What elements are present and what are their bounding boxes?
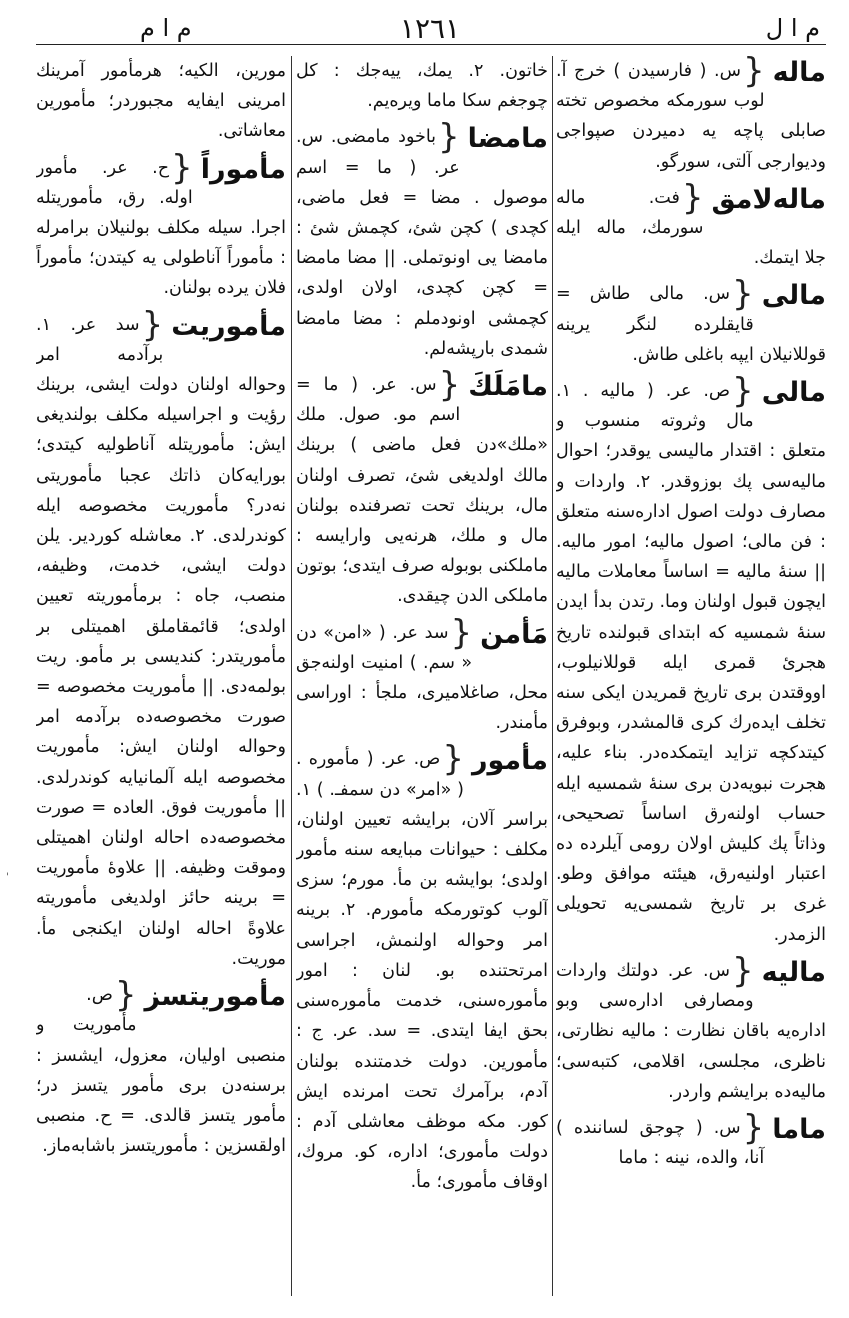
dictionary-entry (296, 117, 548, 364)
entry-definition: سد عر. ( «امن» دن « سم. ) امنيت اولنه‌جق محل، صاغلاميرى، ملجأ : اوراسى مأمندر. (296, 622, 548, 734)
entry-definition: خاتون. ٢. يمك، ييه‌جك : كل چوجغم سكا ماما ويره‌يم. (296, 61, 548, 112)
brace-mark: { (732, 371, 754, 412)
dictionary-entry (556, 56, 826, 177)
brace-mark: { (742, 56, 765, 91)
column-divider (552, 56, 553, 1296)
entry-headword: مأموراً (200, 153, 286, 185)
dictionary-entry-continued (296, 56, 548, 116)
header-rule (36, 44, 826, 45)
brace-mark: { (731, 950, 754, 991)
dictionary-entry (556, 274, 826, 370)
column-divider (291, 56, 292, 1296)
margin-mark: ' (6, 872, 9, 883)
entry-headword: مأمور (471, 745, 548, 777)
dictionary-entry (296, 612, 548, 739)
entry-definition: س. ( فارسيدن ) خرج آ. لوب سورمكه مخصوص تخته صابلى پاچه يه دميردن صپواجى وديوارجى آلتى، سورگو. (556, 61, 826, 172)
brace-mark: { (438, 365, 461, 406)
brace-mark: { (171, 147, 193, 188)
entry-headword: مأموريت (171, 310, 286, 342)
page-number: ١٢٦١ (399, 12, 461, 45)
entry-headword: ماما (772, 1113, 826, 1145)
entry-headword: ماله‌لامق (711, 183, 826, 215)
header-guide-left: م ا م (140, 14, 192, 42)
brace-mark: { (442, 739, 464, 780)
entry-headword: مَأمن (480, 618, 548, 650)
entry-definition: س. ( چوجق لسانندە ) آنا، والده، نينه : ماما (556, 1117, 765, 1169)
entry-definition: ص. عر. ( ماليه . ١. مال وثروته منسوب و متعلق : اقتدار ماليسى يوقدر؛ احوال ماليه‌سى پك بوزوقدر. ٢. واردات و مصارف دولت اصول اداره‌سنه متعلق : فن مالى؛ اصول ماليه؛ امور ماليه. || سنهٔ ماليه = اساساً معاملات ماليه ايچون قبول اولنان وما. رتدن بدأ ايدن سنهٔ شمسيه كه ابتداى قبولنده تاريخ هجرئ قمرى ايله قوللانيلوب، اووقتدن برى تاريخ قمريدن ايكى سنه تخلف ايده‌رك كرى قالمشدر، وبوفرق كيتدكچه تزايد ايتمكده‌در. بناء عليه، هجرت نبويه‌دن برى سنهٔ شمسيه ايله حساب اولنه‌رق اساساً تصحيحى، وذاتاً پك كليش اولان رومى آيلرده ده اعتبار اولنيه‌رق، هيئته موافق وطو. غرى بر تاريخ شمسى‌يه تحويلى الزمدر. (556, 381, 826, 945)
entry-headword: مأموريتسز (144, 981, 286, 1013)
entry-definition: مورين، الكيه؛ هرمأمور آمرينك امرينى ايفايه مجبوردر؛ مأمورين معاشاتى. (36, 61, 286, 142)
dictionary-entry (556, 177, 826, 274)
entry-definition: فت. ماله سورمك، ماله ايله جلا ايتمك. (556, 187, 826, 269)
dictionary-entry (556, 371, 826, 950)
brace-mark: { (681, 177, 704, 218)
entry-headword: مالى (761, 377, 826, 409)
entry-definition: س. مالى طاش = قايقلرده لنگر يرينه قوللانيلان ايپه باغلى طاش. (556, 284, 826, 365)
entry-definition: ص. عر. ( مأموره . ( «امر» دن سمفـ. ) ١. براسر آلان، برايشه تعيين اولنان، مكلف : حيوانات مبايعه سنه مأمور اولدى؛ بوايشه بن مأ. مورم؛ سزى آلوب كوتورمكه مأمورم. ٢. برينه امر وحواله اولنمش، اجراسى امرتحتنده بو. لنان : امور مأموره‌سنى، خدمت مأموره‌سنى بحق ايفا ايتدى. = سد. عر. ج : مأمورين. دولت خدمتنده بولنان آدم، برآمرك تحت امرنده ايش كور. مكه موظف معاشلى آدم : دولت مأمورى؛ اداره، كو. مروك، اوقاف مأمورى؛ مأ. (296, 749, 548, 1193)
brace-mark: { (141, 304, 164, 345)
entry-headword: مالى (761, 280, 826, 312)
brace-mark: { (450, 612, 473, 653)
entry-definition: س. عر. ( ما = اسم مو. صول. ملك «ملك»دن فعل ماضى ) برينك مالك اولديغى شئ، تصرف اولنان مال، برينك تحت تصرفنده بولنان مال و ملك، هرنه‌يى وارايسه : ماملكنى بوبوله صرف ايتدى؛ بوتون ماملكى الدن چيقدى. (296, 375, 548, 607)
entry-headword: ماله (772, 57, 826, 88)
dictionary-entry (296, 739, 548, 1197)
dictionary-entry (36, 975, 286, 1161)
dictionary-entry (296, 365, 548, 612)
brace-mark: { (438, 117, 460, 158)
column-middle (296, 56, 548, 1296)
dictionary-entry (36, 147, 286, 304)
dictionary-entry (36, 304, 286, 974)
header-guide-right: م ا ل (765, 14, 820, 42)
entry-headword: ماليه (761, 956, 826, 988)
entry-definition: سد عر. ١. برآدمه امر وحواله اولنان دولت ايشى، برينك رؤيت و اجراسيله مكلف بولنديغى ايش: مأموريتله آناطوليه كيتدى؛ بورايه‌كان ذاتك عجبا مأموريتى نه‌در؟ مأموريت مخصوصه ايله كوندرلدى. ٢. معاشله كوردير. يلن دولت ايشى، خدمت، وظيفه، منصب، جاه : برمأموريته تعيين اولدى؛ قائمقاملق اهميتلى بر مأموريتدر: كنديسى بر مأمو. ريت بولمه‌دى. || مأموريت مخصوصه = صورت مخصوصه‌ده برآدمه امر وحواله اولنان ايش: مأموريت مخصوصه ايله آلمانيايه كوندرلدى. || مأموريت فوق. العاده = صورت مخصوصه‌ده احاله اولنان اهميتلى وموقت وظيفه. || علاوهٔ مأموريت = برينه حائز اولديغى مأموريته علاوةً احاله اولنان ايكنجى مأ. موريت. (36, 314, 286, 969)
entry-headword: مامَلَكَ (468, 371, 548, 403)
entry-headword: مامضا (467, 123, 548, 155)
brace-mark: { (114, 975, 137, 1016)
page-header (30, 10, 830, 44)
dictionary-entry (556, 1107, 826, 1173)
entry-definition: ح. عر. مأمور اوله. رق، مأموريتله اجرا. سيله مكلف بولنيلان برامرله : مأموراً آناطولى يه كيتدن؛ مأموراً فلان يرده بولنان. (36, 157, 286, 299)
brace-mark: { (742, 1107, 765, 1148)
dictionary-entry (556, 950, 826, 1107)
entry-definition: ص. مأموريت و منصبى اوليان، معزول، ايشسز : برسنه‌دن برى مأمور يتسز در؛ مأمور يتسز قالدى. = ح. منصبى اولقسزين : مأموريتسز باشابه‌ماز. (36, 985, 286, 1157)
column-right (556, 56, 826, 1296)
dictionary-entry-continued (36, 56, 286, 147)
brace-mark: { (732, 274, 754, 315)
entry-definition: باخود مامضى. س. عر. ( ما = اسم موصول . مضا = فعل ماضى، كچدى ) كچن شئ، كچمش شئ : مامضا يى اونوتملى. || مضا مامضا = كچن كچدى، اولان اولدى، كچمشى اونودملم : مضا مامضا شمدى بارپشه‌لم. (296, 127, 548, 359)
entry-definition: س. عر. دولتك واردات ومصارفى اداره‌سى وبو اداره‌يه باقان نظارت : ماليه نظارتى، ناظرى، مجلسى، اقلامى، كتبه‌سى؛ ماليه‌ده برايشم واردر. (556, 960, 826, 1102)
column-left (36, 56, 286, 1296)
